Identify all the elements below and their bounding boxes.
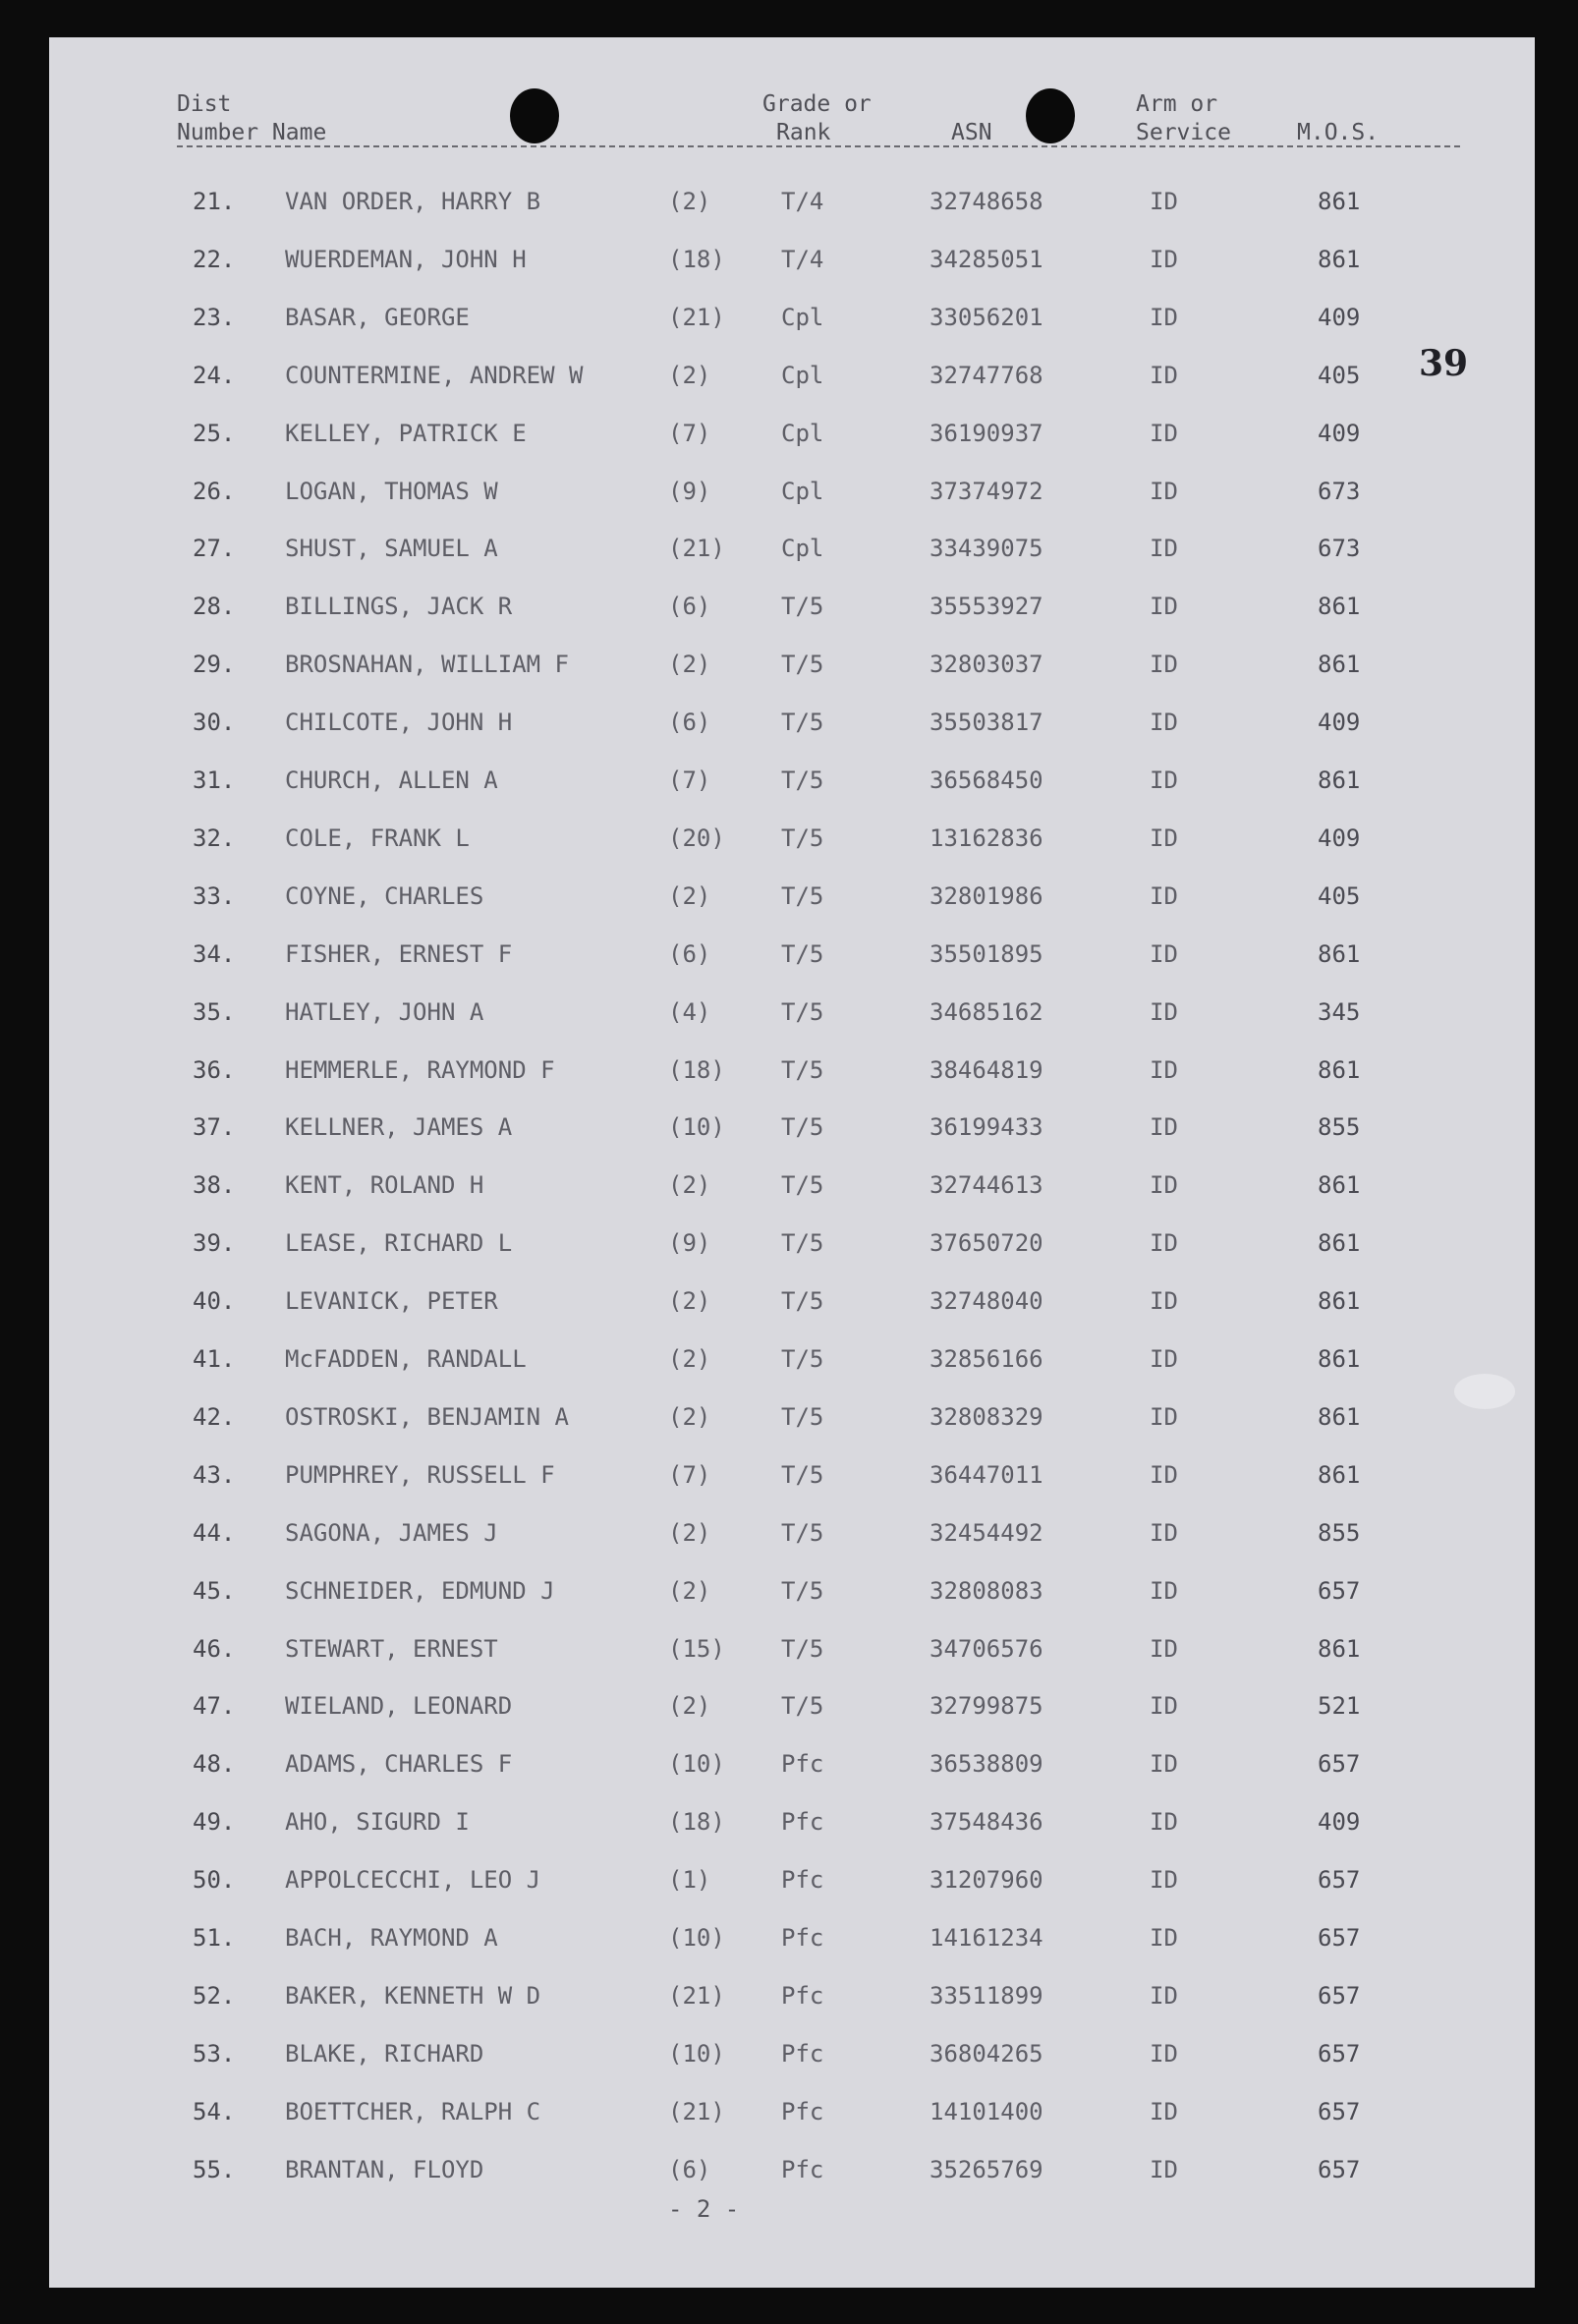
header-rule xyxy=(177,145,1460,147)
grade-rank: Pfc xyxy=(781,2155,824,2183)
roster-row xyxy=(49,1635,1535,1674)
grade-rank: T/5 xyxy=(781,1171,824,1200)
arm-service: ID xyxy=(1150,709,1178,737)
serial-number: 36538809 xyxy=(930,1750,1043,1779)
soldier-name: SCHNEIDER, EDMUND J xyxy=(285,1576,555,1605)
row-number: 48. xyxy=(193,1750,236,1779)
header-arm xyxy=(1136,90,1231,147)
row-count: (2) xyxy=(668,1345,711,1373)
grade-rank: Pfc xyxy=(781,1981,824,2010)
serial-number: 34706576 xyxy=(930,1634,1043,1663)
grade-rank: T/4 xyxy=(781,245,824,273)
soldier-name: KELLNER, JAMES A xyxy=(285,1113,513,1142)
grade-rank: Pfc xyxy=(781,1750,824,1779)
row-number: 44. xyxy=(193,1518,236,1547)
row-count: (2) xyxy=(668,188,711,215)
arm-service: ID xyxy=(1150,1576,1178,1605)
mos-code: 409 xyxy=(1318,1808,1361,1837)
serial-number: 32744613 xyxy=(930,1171,1043,1200)
roster-row xyxy=(49,1171,1535,1211)
mos-code: 657 xyxy=(1318,1866,1361,1895)
roster-row xyxy=(49,1924,1535,1963)
row-count: (10) xyxy=(668,1113,725,1142)
roster-row xyxy=(49,709,1535,748)
mos-code: 861 xyxy=(1318,245,1361,273)
roster-row xyxy=(49,1808,1535,1847)
mos-code: 861 xyxy=(1318,1287,1361,1316)
row-count: (7) xyxy=(668,419,711,447)
serial-number: 37650720 xyxy=(930,1229,1043,1258)
grade-rank: T/5 xyxy=(781,651,824,679)
roster-row xyxy=(49,304,1535,343)
soldier-name: CHILCOTE, JOHN H xyxy=(285,709,513,737)
roster-row xyxy=(49,2040,1535,2079)
arm-service: ID xyxy=(1150,593,1178,621)
row-count: (10) xyxy=(668,2039,725,2068)
grade-rank: Cpl xyxy=(781,477,824,505)
serial-number: 34685162 xyxy=(930,997,1043,1026)
arm-service: ID xyxy=(1150,1692,1178,1721)
page-number: - 2 - xyxy=(668,2195,740,2223)
mos-code: 861 xyxy=(1318,1171,1361,1200)
soldier-name: VAN ORDER, HARRY B xyxy=(285,188,541,215)
mos-code: 409 xyxy=(1318,709,1361,737)
soldier-name: AHO, SIGURD I xyxy=(285,1808,470,1837)
grade-rank: Pfc xyxy=(781,2039,824,2068)
serial-number: 36190937 xyxy=(930,419,1043,447)
serial-number: 38464819 xyxy=(930,1055,1043,1084)
roster-row xyxy=(49,882,1535,922)
soldier-name: LEASE, RICHARD L xyxy=(285,1229,513,1258)
grade-rank: T/5 xyxy=(781,1287,824,1316)
grade-rank: T/5 xyxy=(781,593,824,621)
row-number: 24. xyxy=(193,361,236,389)
row-number: 34. xyxy=(193,939,236,968)
row-number: 43. xyxy=(193,1460,236,1489)
row-count: (2) xyxy=(668,1518,711,1547)
row-number: 41. xyxy=(193,1345,236,1373)
mos-code: 861 xyxy=(1318,1055,1361,1084)
roster-row xyxy=(49,1229,1535,1269)
header-mos: M.O.S. xyxy=(1297,120,1380,145)
soldier-name: BACH, RAYMOND A xyxy=(285,1924,498,1952)
grade-rank: T/5 xyxy=(781,1692,824,1721)
paper-smudge xyxy=(1454,1374,1515,1409)
row-number: 31. xyxy=(193,766,236,794)
row-number: 21. xyxy=(193,188,236,215)
serial-number: 36447011 xyxy=(930,1460,1043,1489)
serial-number: 32747768 xyxy=(930,361,1043,389)
header-dist-number xyxy=(177,90,326,147)
arm-service: ID xyxy=(1150,245,1178,273)
grade-rank: Cpl xyxy=(781,361,824,389)
row-number: 42. xyxy=(193,1402,236,1431)
arm-service: ID xyxy=(1150,1345,1178,1373)
mos-code: 861 xyxy=(1318,1460,1361,1489)
header-arm-line2: Service xyxy=(1136,120,1231,145)
row-number: 22. xyxy=(193,245,236,273)
soldier-name: McFADDEN, RANDALL xyxy=(285,1345,527,1373)
soldier-name: SAGONA, JAMES J xyxy=(285,1518,498,1547)
mos-code: 405 xyxy=(1318,881,1361,910)
soldier-name: COUNTERMINE, ANDREW W xyxy=(285,361,584,389)
row-count: (18) xyxy=(668,1055,725,1084)
roster-row xyxy=(49,1866,1535,1905)
roster-row xyxy=(49,593,1535,632)
serial-number: 35503817 xyxy=(930,709,1043,737)
soldier-name: FISHER, ERNEST F xyxy=(285,939,513,968)
mos-code: 855 xyxy=(1318,1113,1361,1142)
soldier-name: CHURCH, ALLEN A xyxy=(285,766,498,794)
row-number: 46. xyxy=(193,1634,236,1663)
serial-number: 36199433 xyxy=(930,1113,1043,1142)
grade-rank: T/5 xyxy=(781,766,824,794)
row-number: 51. xyxy=(193,1924,236,1952)
mos-code: 657 xyxy=(1318,2039,1361,2068)
row-count: (20) xyxy=(668,823,725,852)
serial-number: 32803037 xyxy=(930,651,1043,679)
row-number: 30. xyxy=(193,709,236,737)
mos-code: 861 xyxy=(1318,1634,1361,1663)
soldier-name: COLE, FRANK L xyxy=(285,823,470,852)
row-number: 38. xyxy=(193,1171,236,1200)
roster-row xyxy=(49,766,1535,806)
roster-row xyxy=(49,1403,1535,1443)
arm-service: ID xyxy=(1150,997,1178,1026)
mos-code: 409 xyxy=(1318,823,1361,852)
row-count: (10) xyxy=(668,1924,725,1952)
roster-row xyxy=(49,940,1535,980)
arm-service: ID xyxy=(1150,1402,1178,1431)
serial-number: 32808083 xyxy=(930,1576,1043,1605)
soldier-name: BROSNAHAN, WILLIAM F xyxy=(285,651,569,679)
mos-code: 861 xyxy=(1318,593,1361,621)
row-number: 28. xyxy=(193,593,236,621)
arm-service: ID xyxy=(1150,419,1178,447)
mos-code: 657 xyxy=(1318,1576,1361,1605)
arm-service: ID xyxy=(1150,1634,1178,1663)
row-count: (2) xyxy=(668,1402,711,1431)
mos-code: 861 xyxy=(1318,939,1361,968)
grade-rank: T/4 xyxy=(781,188,824,215)
row-count: (2) xyxy=(668,1692,711,1721)
grade-rank: T/5 xyxy=(781,1518,824,1547)
roster-row xyxy=(49,1113,1535,1153)
soldier-name: BAKER, KENNETH W D xyxy=(285,1981,541,2010)
row-number: 55. xyxy=(193,2155,236,2183)
row-count: (6) xyxy=(668,709,711,737)
margin-page-number: 39 xyxy=(1419,343,1469,384)
mos-code: 861 xyxy=(1318,188,1361,215)
soldier-name: BILLINGS, JACK R xyxy=(285,593,513,621)
grade-rank: T/5 xyxy=(781,1576,824,1605)
roster-row xyxy=(49,998,1535,1038)
row-count: (9) xyxy=(668,1229,711,1258)
row-count: (9) xyxy=(668,477,711,505)
row-count: (2) xyxy=(668,651,711,679)
serial-number: 32801986 xyxy=(930,881,1043,910)
grade-rank: Pfc xyxy=(781,2097,824,2126)
mos-code: 855 xyxy=(1318,1518,1361,1547)
arm-service: ID xyxy=(1150,766,1178,794)
grade-rank: Pfc xyxy=(781,1924,824,1952)
soldier-name: APPOLCECCHI, LEO J xyxy=(285,1866,541,1895)
roster-row xyxy=(49,1519,1535,1559)
soldier-name: KENT, ROLAND H xyxy=(285,1171,484,1200)
row-number: 33. xyxy=(193,881,236,910)
soldier-name: BRANTAN, FLOYD xyxy=(285,2155,484,2183)
serial-number: 35553927 xyxy=(930,593,1043,621)
row-count: (21) xyxy=(668,303,725,331)
serial-number: 37374972 xyxy=(930,477,1043,505)
grade-rank: T/5 xyxy=(781,823,824,852)
row-count: (2) xyxy=(668,881,711,910)
serial-number: 35265769 xyxy=(930,2155,1043,2183)
row-count: (2) xyxy=(668,1576,711,1605)
grade-rank: T/5 xyxy=(781,1460,824,1489)
roster-row xyxy=(49,1056,1535,1096)
row-number: 53. xyxy=(193,2039,236,2068)
soldier-name: LOGAN, THOMAS W xyxy=(285,477,498,505)
mos-code: 673 xyxy=(1318,535,1361,563)
mos-code: 405 xyxy=(1318,361,1361,389)
row-number: 37. xyxy=(193,1113,236,1142)
roster-row xyxy=(49,362,1535,401)
roster-row xyxy=(49,535,1535,574)
row-count: (7) xyxy=(668,1460,711,1489)
grade-rank: T/5 xyxy=(781,1345,824,1373)
serial-number: 36804265 xyxy=(930,2039,1043,2068)
row-count: (6) xyxy=(668,2155,711,2183)
header-asn: ASN xyxy=(951,120,992,145)
mos-code: 521 xyxy=(1318,1692,1361,1721)
arm-service: ID xyxy=(1150,361,1178,389)
soldier-name: BASAR, GEORGE xyxy=(285,303,470,331)
arm-service: ID xyxy=(1150,1924,1178,1952)
soldier-name: ADAMS, CHARLES F xyxy=(285,1750,513,1779)
row-count: (4) xyxy=(668,997,711,1026)
mos-code: 409 xyxy=(1318,419,1361,447)
serial-number: 35501895 xyxy=(930,939,1043,968)
arm-service: ID xyxy=(1150,477,1178,505)
grade-rank: T/5 xyxy=(781,1402,824,1431)
soldier-name: HEMMERLE, RAYMOND F xyxy=(285,1055,555,1084)
arm-service: ID xyxy=(1150,2097,1178,2126)
arm-service: ID xyxy=(1150,1808,1178,1837)
arm-service: ID xyxy=(1150,188,1178,215)
serial-number: 36568450 xyxy=(930,766,1043,794)
roster-row xyxy=(49,1345,1535,1385)
row-count: (1) xyxy=(668,1866,711,1895)
mos-code: 673 xyxy=(1318,477,1361,505)
roster-row xyxy=(49,478,1535,517)
mos-code: 861 xyxy=(1318,651,1361,679)
grade-rank: Pfc xyxy=(781,1808,824,1837)
mos-code: 657 xyxy=(1318,1981,1361,2010)
mos-code: 861 xyxy=(1318,1345,1361,1373)
row-number: 49. xyxy=(193,1808,236,1837)
soldier-name: WUERDEMAN, JOHN H xyxy=(285,245,527,273)
grade-rank: Pfc xyxy=(781,1866,824,1895)
roster-row xyxy=(49,420,1535,459)
roster-row xyxy=(49,188,1535,227)
row-number: 52. xyxy=(193,1981,236,2010)
row-number: 39. xyxy=(193,1229,236,1258)
row-number: 45. xyxy=(193,1576,236,1605)
row-count: (6) xyxy=(668,939,711,968)
header-grade-line2: Rank xyxy=(776,120,831,145)
serial-number: 33056201 xyxy=(930,303,1043,331)
row-count: (21) xyxy=(668,2097,725,2126)
grade-rank: T/5 xyxy=(781,1113,824,1142)
arm-service: ID xyxy=(1150,535,1178,563)
mos-code: 657 xyxy=(1318,2097,1361,2126)
serial-number: 32856166 xyxy=(930,1345,1043,1373)
roster-row xyxy=(49,1692,1535,1731)
arm-service: ID xyxy=(1150,1750,1178,1779)
grade-rank: T/5 xyxy=(781,709,824,737)
roster-row xyxy=(49,651,1535,690)
row-count: (21) xyxy=(668,535,725,563)
mos-code: 657 xyxy=(1318,2155,1361,2183)
arm-service: ID xyxy=(1150,1866,1178,1895)
serial-number: 32748040 xyxy=(930,1287,1043,1316)
mos-code: 861 xyxy=(1318,1229,1361,1258)
arm-service: ID xyxy=(1150,1055,1178,1084)
punch-hole-right xyxy=(1026,88,1075,143)
row-number: 32. xyxy=(193,823,236,852)
soldier-name: BOETTCHER, RALPH C xyxy=(285,2097,541,2126)
serial-number: 32748658 xyxy=(930,188,1043,215)
header-arm-line1: Arm or xyxy=(1136,91,1218,117)
arm-service: ID xyxy=(1150,1981,1178,2010)
punch-hole-left xyxy=(510,88,559,143)
grade-rank: T/5 xyxy=(781,1055,824,1084)
serial-number: 33439075 xyxy=(930,535,1043,563)
row-number: 25. xyxy=(193,419,236,447)
row-count: (21) xyxy=(668,1981,725,2010)
soldier-name: PUMPHREY, RUSSELL F xyxy=(285,1460,555,1489)
arm-service: ID xyxy=(1150,2155,1178,2183)
serial-number: 37548436 xyxy=(930,1808,1043,1837)
arm-service: ID xyxy=(1150,823,1178,852)
arm-service: ID xyxy=(1150,2039,1178,2068)
mos-code: 861 xyxy=(1318,766,1361,794)
row-number: 35. xyxy=(193,997,236,1026)
soldier-name: STEWART, ERNEST xyxy=(285,1634,498,1663)
row-count: (10) xyxy=(668,1750,725,1779)
header-grade xyxy=(762,90,872,147)
serial-number: 32799875 xyxy=(930,1692,1043,1721)
serial-number: 14101400 xyxy=(930,2097,1043,2126)
row-number: 29. xyxy=(193,651,236,679)
row-number: 40. xyxy=(193,1287,236,1316)
row-count: (2) xyxy=(668,361,711,389)
row-count: (15) xyxy=(668,1634,725,1663)
mos-code: 409 xyxy=(1318,303,1361,331)
header-grade-line1: Grade or xyxy=(762,91,872,117)
row-number: 47. xyxy=(193,1692,236,1721)
row-number: 27. xyxy=(193,535,236,563)
soldier-name: COYNE, CHARLES xyxy=(285,881,484,910)
arm-service: ID xyxy=(1150,1518,1178,1547)
serial-number: 32454492 xyxy=(930,1518,1043,1547)
grade-rank: Cpl xyxy=(781,303,824,331)
row-count: (18) xyxy=(668,1808,725,1837)
mos-code: 657 xyxy=(1318,1750,1361,1779)
row-number: 54. xyxy=(193,2097,236,2126)
soldier-name: HATLEY, JOHN A xyxy=(285,997,484,1026)
roster-row xyxy=(49,1287,1535,1327)
serial-number: 31207960 xyxy=(930,1866,1043,1895)
roster-row xyxy=(49,1577,1535,1616)
row-count: (2) xyxy=(668,1287,711,1316)
grade-rank: Cpl xyxy=(781,535,824,563)
soldier-name: WIELAND, LEONARD xyxy=(285,1692,513,1721)
arm-service: ID xyxy=(1150,1460,1178,1489)
row-number: 23. xyxy=(193,303,236,331)
grade-rank: T/5 xyxy=(781,1229,824,1258)
row-number: 36. xyxy=(193,1055,236,1084)
soldier-name: KELLEY, PATRICK E xyxy=(285,419,527,447)
arm-service: ID xyxy=(1150,1113,1178,1142)
row-number: 50. xyxy=(193,1866,236,1895)
row-number: 26. xyxy=(193,477,236,505)
arm-service: ID xyxy=(1150,1287,1178,1316)
roster-row xyxy=(49,1750,1535,1789)
header-number-name: Number Name xyxy=(177,120,327,145)
grade-rank: T/5 xyxy=(781,881,824,910)
serial-number: 34285051 xyxy=(930,245,1043,273)
arm-service: ID xyxy=(1150,939,1178,968)
row-count: (2) xyxy=(668,1171,711,1200)
soldier-name: LEVANICK, PETER xyxy=(285,1287,498,1316)
roster-row xyxy=(49,1461,1535,1501)
row-count: (18) xyxy=(668,245,725,273)
mos-code: 861 xyxy=(1318,1402,1361,1431)
mos-code: 345 xyxy=(1318,997,1361,1026)
mos-code: 657 xyxy=(1318,1924,1361,1952)
serial-number: 14161234 xyxy=(930,1924,1043,1952)
serial-number: 33511899 xyxy=(930,1981,1043,2010)
grade-rank: T/5 xyxy=(781,939,824,968)
arm-service: ID xyxy=(1150,651,1178,679)
header-dist: Dist xyxy=(177,91,232,117)
soldier-name: OSTROSKI, BENJAMIN A xyxy=(285,1402,569,1431)
arm-service: ID xyxy=(1150,303,1178,331)
serial-number: 32808329 xyxy=(930,1402,1043,1431)
roster-row xyxy=(49,1982,1535,2021)
row-count: (7) xyxy=(668,766,711,794)
grade-rank: T/5 xyxy=(781,997,824,1026)
arm-service: ID xyxy=(1150,881,1178,910)
document-page xyxy=(49,37,1535,2288)
roster-row xyxy=(49,2156,1535,2195)
soldier-name: SHUST, SAMUEL A xyxy=(285,535,498,563)
arm-service: ID xyxy=(1150,1229,1178,1258)
row-count: (6) xyxy=(668,593,711,621)
roster-row xyxy=(49,2098,1535,2137)
roster-row xyxy=(49,824,1535,864)
roster-row xyxy=(49,246,1535,285)
serial-number: 13162836 xyxy=(930,823,1043,852)
arm-service: ID xyxy=(1150,1171,1178,1200)
grade-rank: Cpl xyxy=(781,419,824,447)
grade-rank: T/5 xyxy=(781,1634,824,1663)
soldier-name: BLAKE, RICHARD xyxy=(285,2039,484,2068)
